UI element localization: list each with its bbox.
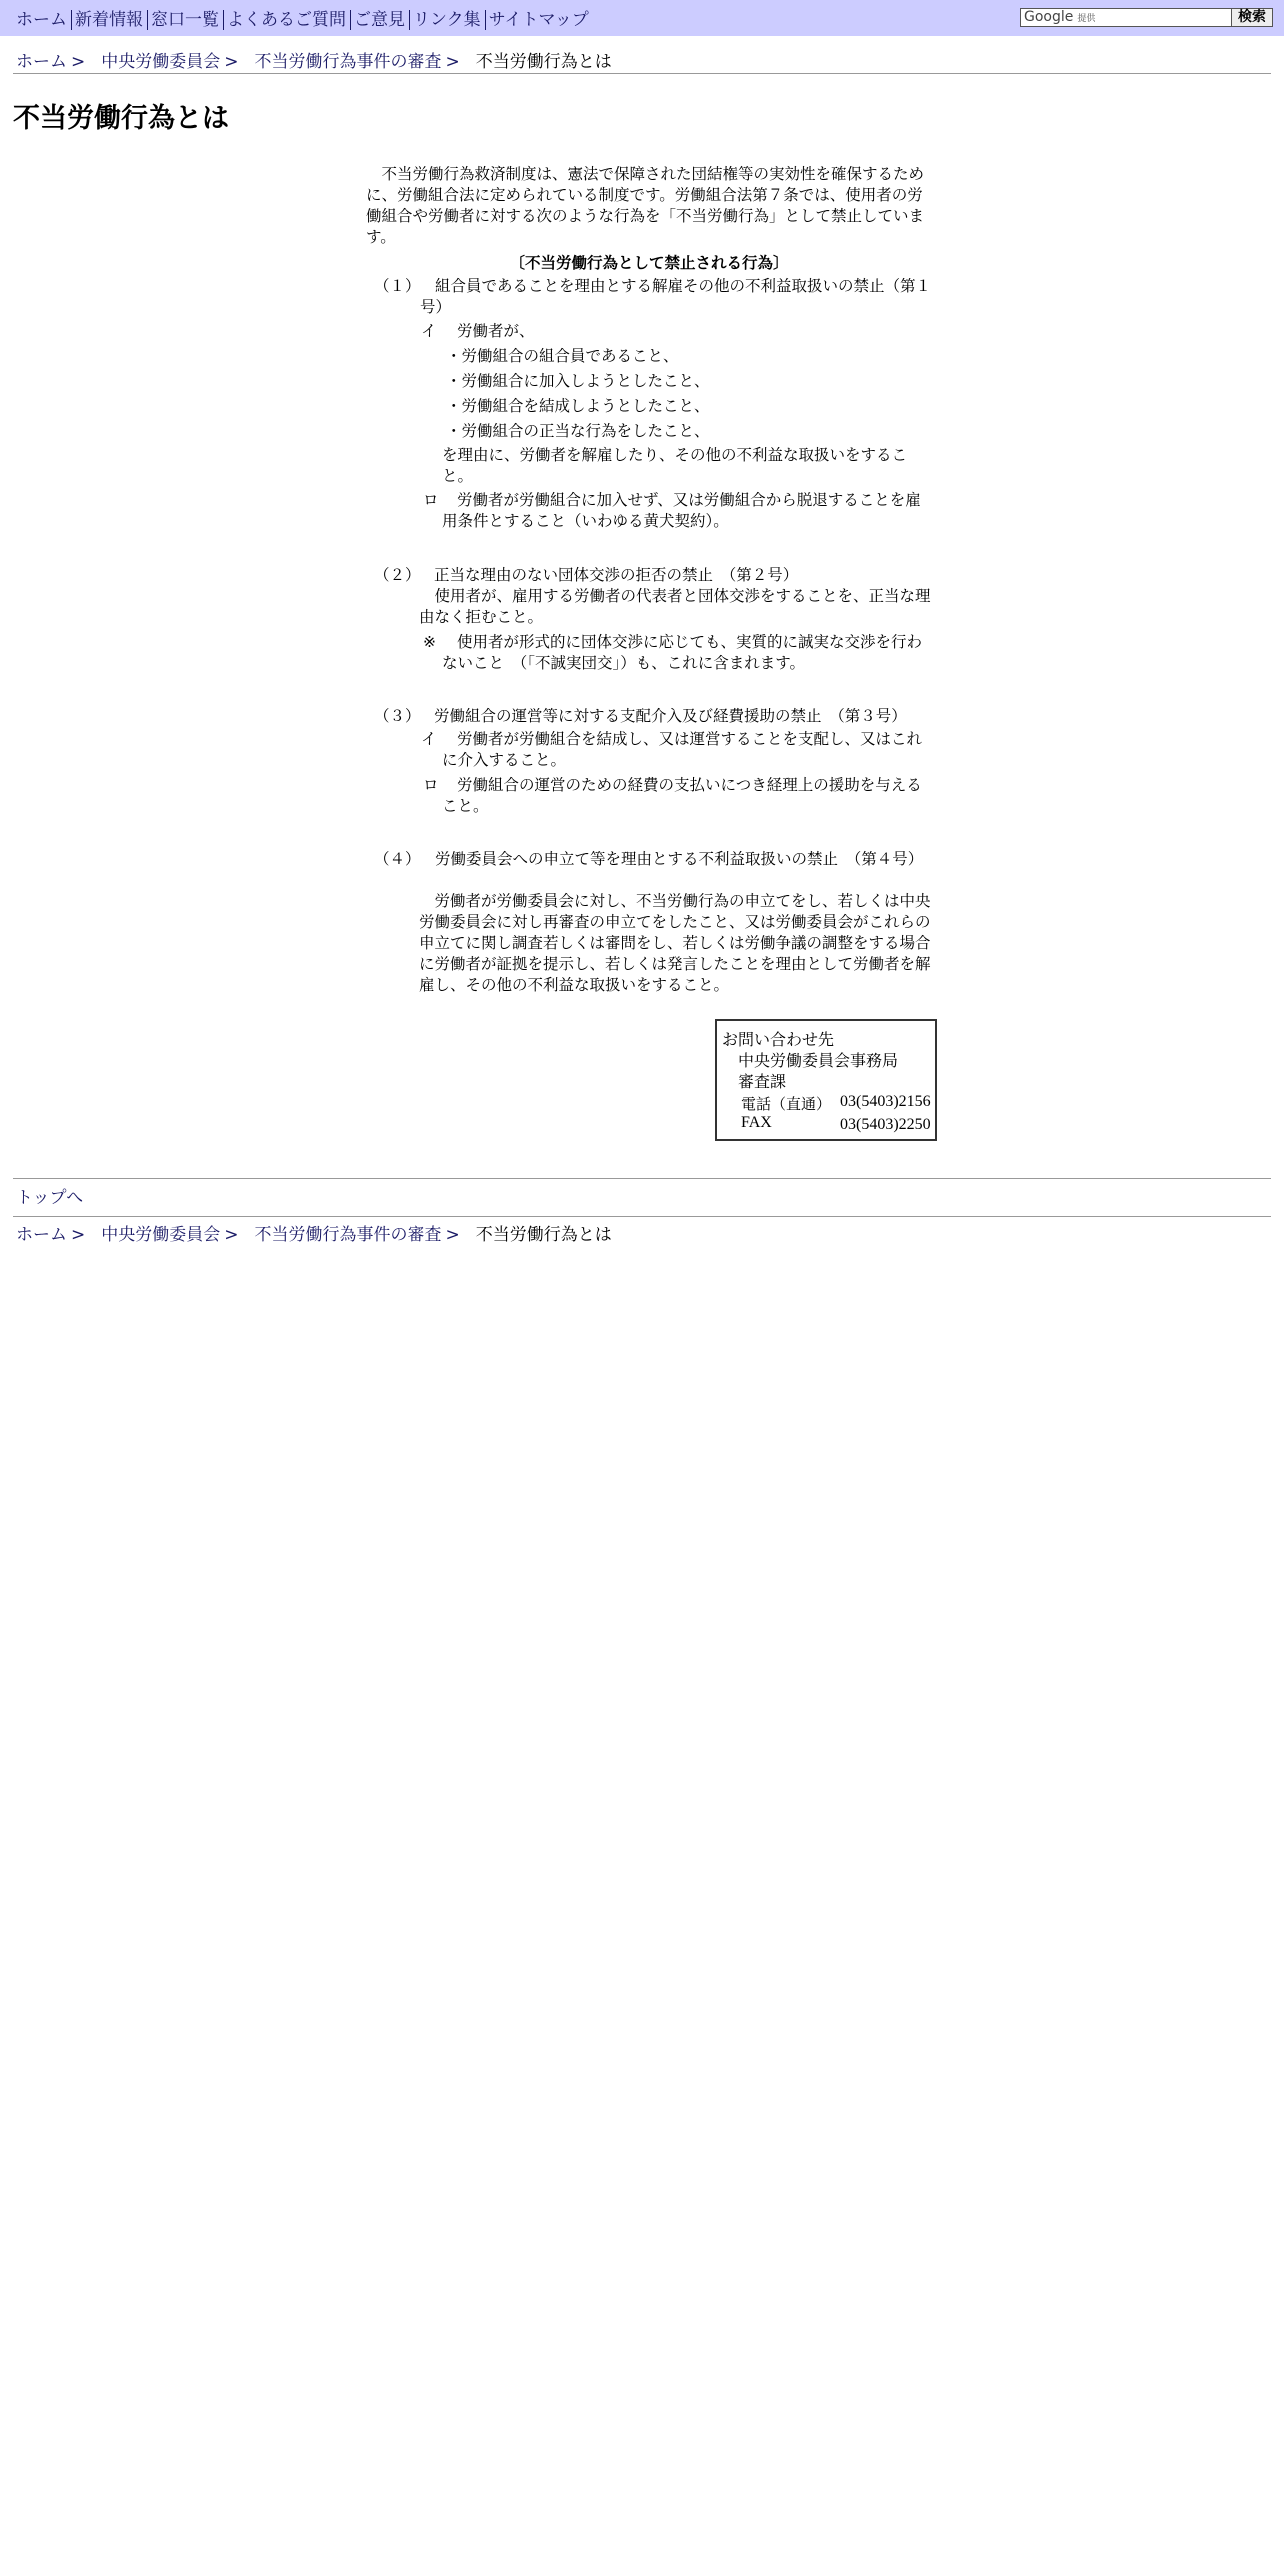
phone-label: 電話（直通） [741,1095,832,1113]
breadcrumb-separator: > [224,52,239,72]
item-number: （２） [374,566,421,584]
sub-item-text: 労働者が、 [457,322,535,340]
prohibited-acts-caption: 〔不当労働行為として禁止される行為〕 [509,254,789,272]
breadcrumb-separator: > [445,1225,460,1245]
item-number: （３） [374,707,421,725]
item-number: （１） [374,277,421,295]
intro-paragraph [366,164,932,248]
nav-links-link[interactable]: リンク集 [410,10,486,30]
bullet-item: ・労働組合の正当な行為をしたこと、 [446,422,710,440]
phone-number: 03(5403)2156 [840,1093,931,1110]
contact-heading: お問い合わせ先 [722,1030,835,1049]
sub-item-text: 労働者が労働組合に加入せず、又は労働組合から脱退することを雇用条件とすること（いわゆる黄犬契約）。 [442,491,921,530]
note-text: 使用者が形式的に団体交渉に応じても、実質的に誠実な交渉を行わないこと （「不誠実団交」）も、これに含まれます。 [442,633,923,672]
fax-number: 03(5403)2250 [840,1116,931,1133]
breadcrumb-home-link[interactable]: ホーム [16,1225,67,1245]
search-input[interactable] [1020,8,1233,27]
search-provider-note: 提供 [1077,14,1096,24]
breadcrumb-separator: > [71,1225,86,1245]
item-body: 使用者が、雇用する労働者の代表者と団体交渉をすることを、正当な理由なく拒むこと。 [419,587,931,626]
bullet-item: ・労働組合を結成しようとしたこと、 [446,397,710,415]
sub-item-mark: イ [421,730,437,748]
footer-breadcrumb [16,1225,612,1245]
item-body: 労働者が労働委員会に対し、不当労働行為の申立てをし、若しくは中央労働委員会に対し再審査の申立てをしたこと、又は労働委員会がこれらの申立てに関し調査若しくは審問をし、若しくは労働争議の調整をする場合に労働者が証拠を提示し、若しくは発言したことを理由として労働者を解雇し、その他の不利益な取扱いをすること。 [419,892,931,994]
nav-home-link[interactable]: ホーム [14,10,72,30]
contact-box [715,1019,937,1141]
contact-department: 審査課 [738,1072,787,1091]
bullet-item: ・労働組合に加入しようとしたこと、 [446,372,710,390]
sub-item-text: を理由に、労働者を解雇したり、その他の不利益な取扱いをすること。 [442,446,908,485]
item-title: 組合員であることを理由とする解雇その他の不利益取扱いの禁止（第１号） [420,277,932,316]
nav-sitemap-link[interactable]: サイトマップ [488,10,589,30]
breadcrumb-home-link[interactable]: ホーム [16,52,67,72]
sub-item-text: 労働者が労働組合を結成し、又は運営することを支配し、又はこれに介入すること。 [442,730,923,769]
divider [13,1178,1271,1179]
nav-offices-link[interactable]: 窓口一覧 [148,10,224,30]
contact-organization: 中央労働委員会事務局 [738,1051,899,1070]
divider [13,1216,1271,1217]
sub-item-mark: ロ [423,491,439,509]
item-title: 労働組合の運営等に対する支配介入及び経費援助の禁止 （第３号） [434,707,907,725]
nav-faq-link[interactable]: よくあるご質問 [224,10,351,30]
note-mark: ※ [423,633,436,651]
search-button[interactable]: 検索 [1231,8,1273,27]
breadcrumb-committee-link[interactable]: 中央労働委員会 [101,1225,221,1245]
breadcrumb-separator: > [224,1225,239,1245]
divider [13,73,1271,74]
sub-item-mark: ロ [423,776,439,794]
item-title: 労働委員会への申立て等を理由とする不利益取扱いの禁止 （第４号） [435,850,924,868]
breadcrumb-separator: > [445,52,460,72]
fax-label: FAX [741,1114,772,1131]
item-number: （４） [374,850,421,868]
breadcrumb-current: 不当労働行為とは [475,1225,612,1245]
intro-text: 不当労働行為救済制度は、憲法で保障された団結権等の実効性を確保するために、労働組合法に定められている制度です。労働組合法第７条では、使用者の労働組合や労働者に対する次のような行為を「不当労働行為」として禁止しています。 [366,165,925,246]
page-title: 不当労働行為とは [13,103,229,134]
to-top-link[interactable]: トップへ [16,1188,84,1208]
to-top-row [16,1188,83,1208]
breadcrumb-separator: > [71,52,86,72]
top-navigation-bar [0,0,1284,36]
global-nav [14,10,593,30]
nav-news-link[interactable]: 新着情報 [72,10,148,30]
breadcrumb-examination-link[interactable]: 不当労働行為事件の審査 [254,1225,442,1245]
breadcrumb [16,52,612,72]
nav-feedback-link[interactable]: ご意見 [351,10,410,30]
breadcrumb-current: 不当労働行為とは [475,52,612,72]
sub-item-text: 労働組合の運営のための経費の支払いにつき経理上の援助を与えること。 [442,776,922,815]
breadcrumb-committee-link[interactable]: 中央労働委員会 [101,52,221,72]
bullet-item: ・労働組合の組合員であること、 [446,347,679,365]
breadcrumb-examination-link[interactable]: 不当労働行為事件の審査 [254,52,442,72]
google-logo: Google [1024,9,1074,25]
sub-item-mark: イ [421,322,437,340]
item-title: 正当な理由のない団体交渉の拒否の禁止 （第２号） [434,566,799,584]
